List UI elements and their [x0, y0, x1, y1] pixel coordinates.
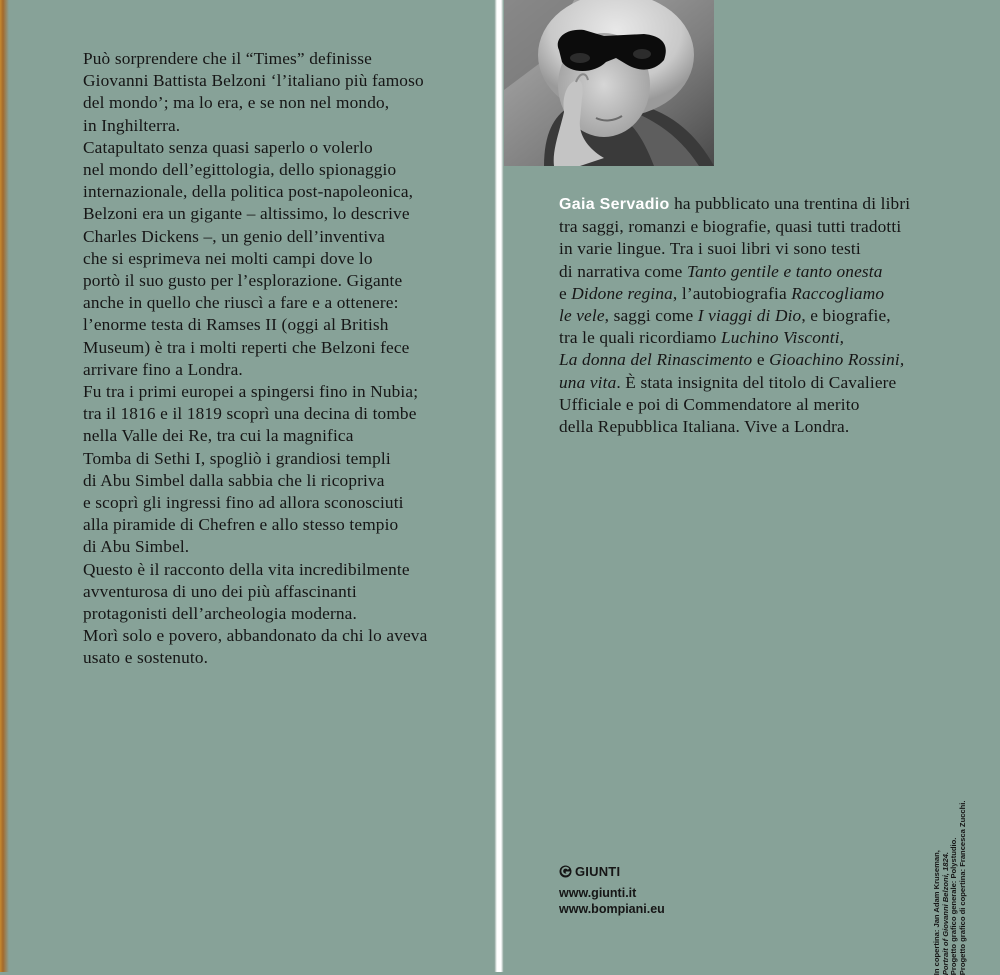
- author-portrait-image: [504, 0, 714, 166]
- description-line: Museum) è tra i molti reperti che Belzoni fece: [83, 337, 410, 357]
- bio-text: e: [752, 350, 770, 370]
- bio-text: tra le quali ricordiamo: [559, 328, 721, 348]
- book-title: Raccogliamo: [791, 283, 885, 303]
- credit-line: In copertina: Jan Adam Kruseman,: [931, 850, 941, 975]
- bio-line: tra saggi, romanzi e biografie, quasi tutti tradotti: [559, 217, 902, 237]
- bio-line: della Repubblica Italiana. Vive a Londra.: [559, 417, 850, 437]
- book-description: [83, 48, 483, 670]
- bio-text: , saggi come: [604, 306, 698, 326]
- bio-line: Ufficiale e poi di Commendatore al merito: [559, 394, 860, 414]
- credit-line: Portrait of Giovanni Belzoni, 1824.: [940, 851, 950, 975]
- bio-line: [559, 349, 979, 371]
- description-line: di Abu Simbel.: [83, 537, 190, 557]
- book-title: Luchino Visconti,: [720, 328, 845, 348]
- bio-text: , e biografie,: [801, 306, 891, 326]
- description-line: Morì solo e povero, abbandonato da chi lo aveva: [83, 626, 428, 646]
- book-title: le vele: [559, 306, 605, 326]
- book-title: una vita: [559, 372, 617, 392]
- bio-line: [559, 372, 979, 394]
- description-line: e scoprì gli ingressi fino ad allora sconosciuti: [83, 493, 404, 513]
- author-photo: [504, 0, 714, 166]
- bio-text: ha pubblicato una trentina di libri: [669, 194, 911, 213]
- credit-line: Progetto grafico generale: Polystudio.: [949, 837, 958, 975]
- publisher-url-bompiani[interactable]: www.bompiani.eu: [559, 902, 665, 916]
- description-line: Catapultato senza quasi saperlo o volerlo: [83, 137, 373, 157]
- description-line: Fu tra i primi europei a spingersi fino in Nubia;: [83, 382, 419, 402]
- book-title: La donna del Rinascimento: [559, 350, 753, 370]
- author-name: Gaia Servadio: [559, 196, 670, 213]
- description-line: Belzoni era un gigante – altissimo, lo descrive: [83, 204, 410, 224]
- description-line: arrivare fino a Londra.: [83, 359, 243, 379]
- flap-fold: [494, 0, 504, 972]
- bio-text: di narrativa come: [559, 261, 687, 281]
- credit-line: Progetto grafico di copertina: Francesca Zucchi.: [957, 800, 967, 975]
- description-line: in Inghilterra.: [83, 115, 181, 135]
- description-line: nella Valle dei Re, tra cui la magnifica: [83, 426, 354, 446]
- bio-line: [559, 193, 979, 216]
- description-line: protagonisti dell’archeologia moderna.: [83, 604, 357, 624]
- bio-line: in varie lingue. Tra i suoi libri vi sono testi: [559, 239, 861, 259]
- description-line: Può sorprendere che il “Times” definisse: [83, 49, 372, 68]
- publisher-url-giunti[interactable]: www.giunti.it: [559, 886, 637, 900]
- bio-line: [559, 305, 979, 327]
- description-line: Giovanni Battista Belzoni ‘l’italiano più famoso: [83, 71, 424, 91]
- bio-text: . È stata insignita del titolo di Cavaliere: [616, 372, 897, 392]
- book-title: Gioachino Rossini,: [769, 350, 905, 370]
- cover-credits: [933, 795, 967, 975]
- description-line: Questo è il racconto della vita incredibilmente: [83, 559, 410, 579]
- description-line: usato e sostenuto.: [83, 648, 209, 668]
- description-line: avventurosa di uno dei più affascinanti: [83, 581, 357, 601]
- book-title: Didone regina: [571, 283, 673, 303]
- description-line: internazionale, della politica post-napoleonica,: [83, 182, 414, 202]
- description-line: l’enorme testa di Ramses II (oggi al British: [83, 315, 389, 335]
- publisher-logo: [559, 864, 665, 879]
- description-line: portò il suo gusto per l’esplorazione. Gigante: [83, 271, 403, 291]
- left-flap: [0, 0, 494, 972]
- description-line: Tomba di Sethi I, spogliò i grandiosi templi: [83, 448, 391, 468]
- bio-line: [559, 261, 979, 283]
- book-title: I viaggi di Dio: [697, 306, 802, 326]
- publisher-block: [559, 864, 665, 917]
- bio-text: , l’autobiografia: [672, 283, 792, 303]
- description-line: Charles Dickens –, un genio dell’inventiva: [83, 226, 385, 246]
- description-line: di Abu Simbel dalla sabbia che li ricopriva: [83, 470, 385, 490]
- book-title: Tanto gentile e tanto onesta: [686, 261, 883, 281]
- bio-text: e: [559, 283, 572, 303]
- giunti-g-icon: [559, 865, 572, 878]
- description-line: del mondo’; ma lo era, e se non nel mondo,: [83, 93, 390, 113]
- description-line: che si esprimeva nei molti campi dove lo: [83, 248, 373, 268]
- bio-line: [559, 283, 979, 305]
- author-bio: [559, 193, 979, 438]
- description-line: nel mondo dell’egittologia, dello spionaggio: [83, 160, 397, 180]
- description-line: anche in quello che riuscì a fare e a ottenere:: [83, 293, 399, 313]
- publisher-name: GIUNTI: [575, 864, 621, 879]
- description-line: alla piramide di Chefren e allo stesso tempio: [83, 515, 399, 535]
- bio-line: [559, 327, 979, 349]
- description-line: tra il 1816 e il 1819 scoprì una decina di tombe: [83, 404, 417, 424]
